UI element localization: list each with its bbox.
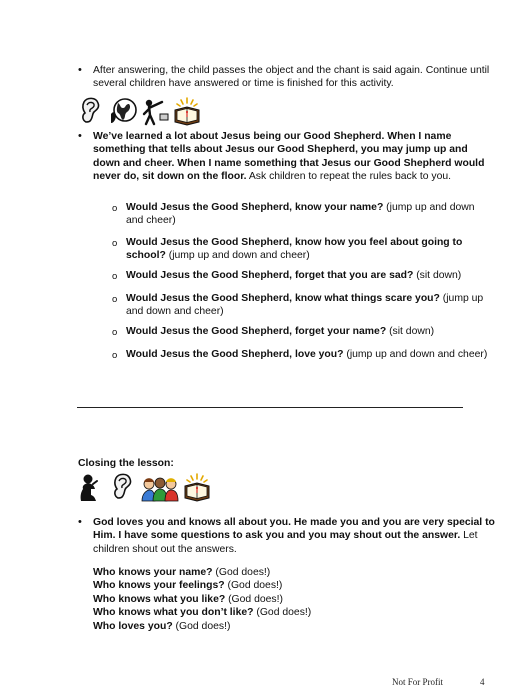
page-number: 4 [480,677,485,687]
who-question: Who knows your name? [93,567,213,578]
who-question: Who knows what you like? [93,593,226,605]
who-line [93,620,493,633]
bullet: • [78,130,82,142]
activity-icons-row [76,96,202,126]
question-response: (sit down) [386,326,435,337]
bible-icon [172,96,202,126]
praying-child-icon [76,472,106,502]
who-line [93,579,493,592]
question-response: (jump up and down and cheer) [165,250,310,262]
who-answer: (God does!) [224,580,283,592]
who-questions-list [93,566,493,633]
who-answer: (God does!) [212,567,271,578]
ear-icon [108,472,138,502]
question-response: (jump up and down and cheer) [126,202,475,227]
question-text: Would Jesus the Good Shepherd, love you? [126,349,344,360]
question-item [126,201,492,228]
who-answer: (God does!) [253,607,312,619]
sub-bullet: o [112,238,118,249]
question-text: Would Jesus the Good Shepherd, forget your name? [126,326,387,337]
who-line [93,566,493,579]
question-item [126,236,492,263]
footer-text: Not For Profit [392,677,444,687]
sub-bullet: o [112,327,118,338]
paragraph-god-loves-you [93,516,495,556]
instruction-bold: God loves you and knows all about you. He made you and you are very special to Him. I have some questions to ask you and you may shout out the answer. [93,517,495,542]
instruction-plain: Ask children to repeat the rules back to you. [246,171,452,183]
sub-bullet: o [112,203,118,214]
bullet: • [78,516,82,528]
sub-bullet: o [112,271,118,282]
instruction-bold: We’ve learned a lot about Jesus being our Good Shepherd. When I name something that tells about Jesus our Good Shepherd, you may jump up and down and cheer. When I name something that Jesus our Good Shepherd would never do, sit down on the floor. [93,131,485,183]
children-group-icon [140,472,180,502]
who-line [93,606,493,619]
ear-icon [76,96,106,126]
question-response: (jump up and down and cheer) [126,293,484,318]
question-text: Would Jesus the Good Shepherd, know your name? [126,202,384,213]
question-text: Would Jesus the Good Shepherd, know what things scare you? [126,293,440,304]
question-response: (jump up and down and cheer) [343,349,488,360]
closing-icons-row [76,472,212,502]
pointing-person-icon [140,96,170,126]
who-question: Who knows what you don’t like? [93,607,254,619]
globe-head-icon [108,96,138,126]
who-line [93,593,493,606]
sub-bullet: o [112,294,118,305]
question-item [126,325,492,338]
paragraph-good-shepherd-rules [93,130,493,184]
question-item [126,269,492,282]
section-divider [77,407,463,408]
closing-heading: Closing the lesson: [78,458,174,469]
question-text: Would Jesus the Good Shepherd, forget that you are sad? [126,270,414,281]
bible-icon [182,472,212,502]
question-item [126,292,492,319]
instruction-plain: Let children shout out the answers. [93,530,478,555]
question-response: (sit down) [413,270,462,281]
bullet: • [78,64,82,76]
question-item [126,348,492,361]
question-text: Would Jesus the Good Shepherd, know how you feel about going to school? [126,237,463,262]
who-answer: (God does!) [172,620,231,632]
sub-bullet: o [112,350,118,361]
who-question: Who loves you? [93,620,173,632]
paragraph-after-answering: After answering, the child passes the object and the chant is said again. Continue until several children have answered or time is finished for this activity. [93,65,490,90]
who-question: Who knows your feelings? [93,580,225,592]
who-answer: (God does!) [225,593,283,605]
